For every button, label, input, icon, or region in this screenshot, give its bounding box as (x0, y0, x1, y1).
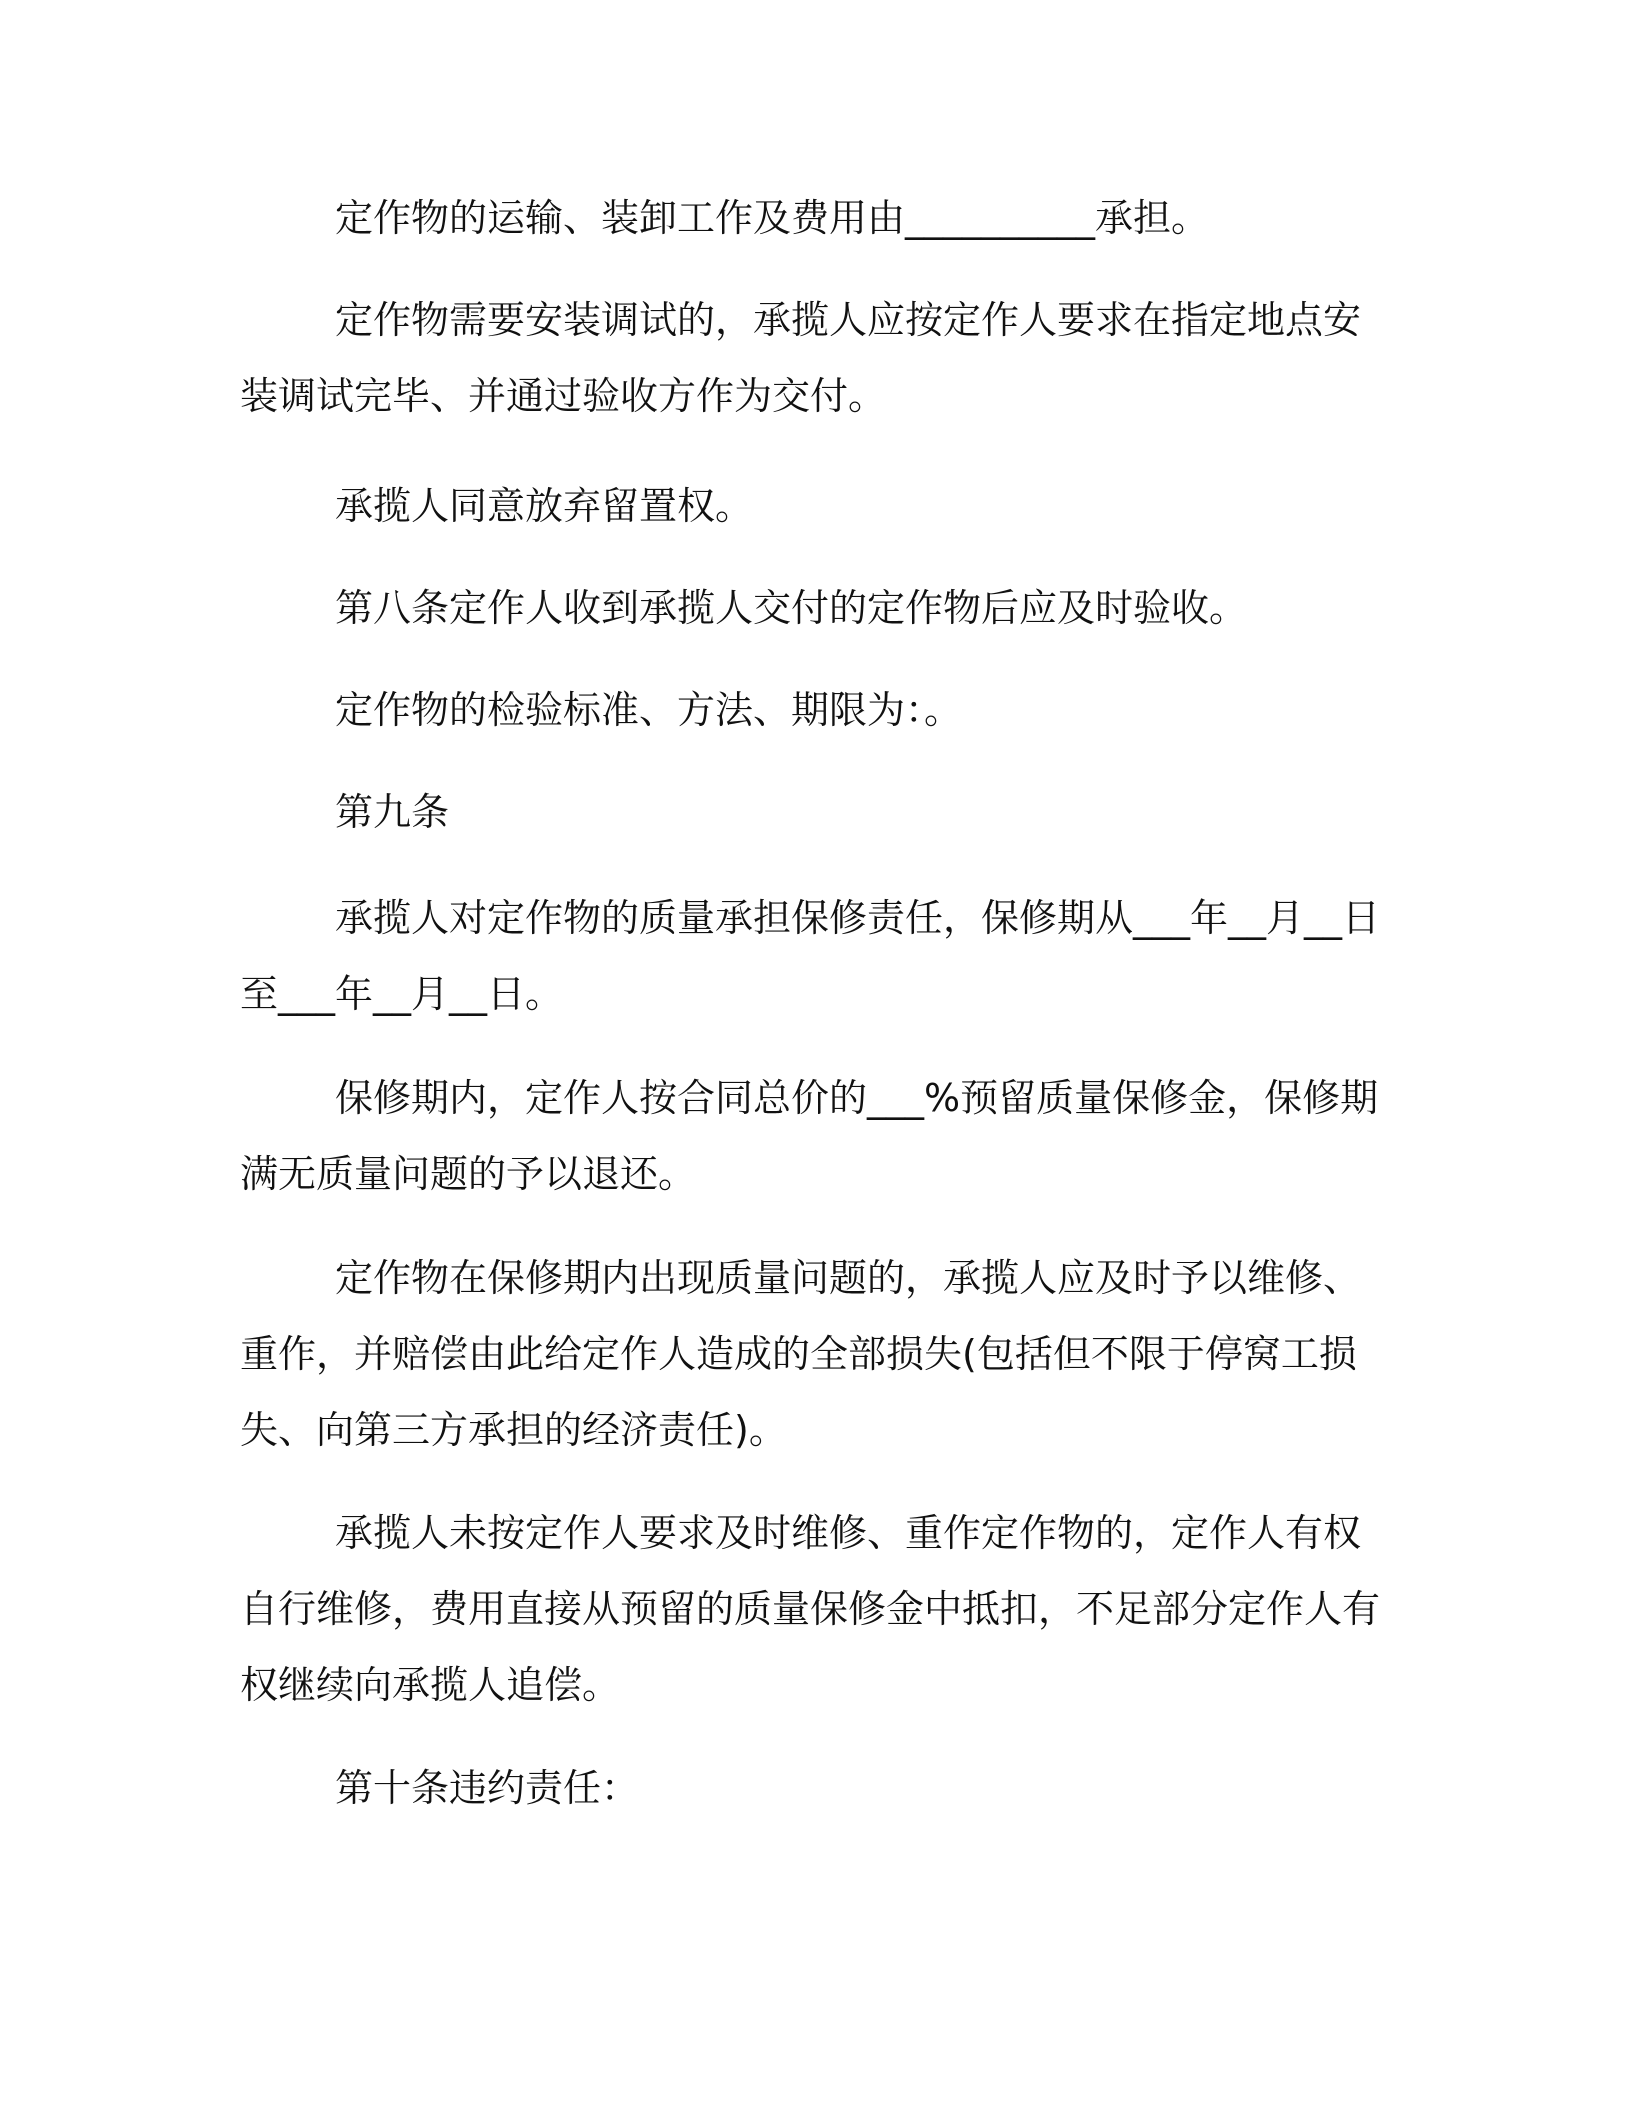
paragraph-installation: 定作物需要安装调试的，承揽人应按定作人要求在指定地点安装调试完毕、并通过验收方作为交付。 (240, 298, 1362, 418)
paragraph-self-repair: 承揽人未按定作人要求及时维修、重作定作物的，定作人有权自行维修，费用直接从预留的质量保修金中抵扣，不足部分定作人有权继续向承揽人追偿。 (240, 1511, 1381, 1707)
paragraph-transport-costs: 定作物的运输、装卸工作及费用由__________承担。 (335, 196, 1210, 240)
paragraph-quality-issues: 定作物在保修期内出现质量问题的，承揽人应及时予以维修、重作，并赔偿由此给定作人造成的全部损失(包括但不限于停窝工损失、向第三方承担的经济责任)。 (240, 1256, 1362, 1452)
heading-article-9: 第九条 (335, 790, 450, 834)
paragraph-article-8: 第八条定作人收到承揽人交付的定作物后应及时验收。 (335, 586, 1248, 630)
paragraph-inspection-standard: 定作物的检验标准、方法、期限为：。 (335, 688, 963, 732)
paragraph-lien-waiver: 承揽人同意放弃留置权。 (335, 484, 754, 528)
heading-article-10: 第十条违约责任： (335, 1766, 640, 1810)
paragraph-warranty-period: 承揽人对定作物的质量承担保修责任，保修期从___年__月__日至___年__月__日。 (240, 896, 1381, 1016)
paragraph-warranty-deposit: 保修期内，定作人按合同总价的___%预留质量保修金，保修期满无质量问题的予以退还。 (240, 1076, 1379, 1196)
